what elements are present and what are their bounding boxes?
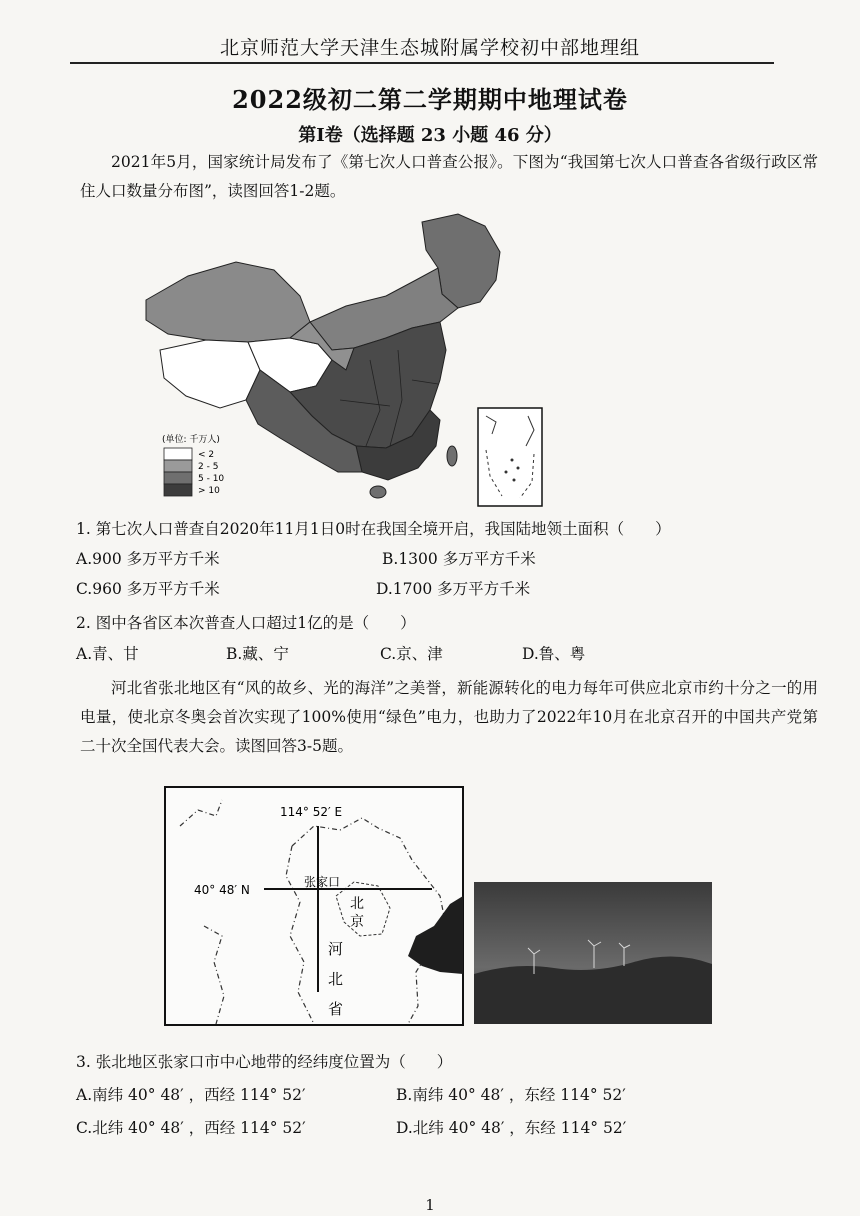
q1-option-a: A.900 多万平方千米 bbox=[76, 550, 220, 568]
section-title: 第Ⅰ卷（选择题 23 小题 46 分） bbox=[298, 125, 562, 146]
q3-stem: 3. 张北地区张家口市中心地带的经纬度位置为（ ） bbox=[76, 1053, 453, 1071]
legend-label: 5 - 10 bbox=[198, 474, 225, 484]
school-name: 北京师范大学天津生态城附属学校初中部地理组 bbox=[219, 37, 640, 59]
beijing-label: 北 bbox=[350, 896, 364, 912]
q2-option-b: B.藏、宁 bbox=[226, 645, 289, 663]
q2-stem: 2. 图中各省区本次普查人口超过1亿的是（ ） bbox=[76, 614, 416, 632]
q1-option-b: B.1300 多万平方千米 bbox=[382, 550, 536, 568]
q2-option-a: A.青、甘 bbox=[76, 645, 139, 663]
intro-paragraph-2: 河北省张北地区有“风的故乡、光的海洋”之美誉，新能源转化的电力每年可供应北京市约十分之一的用电量，使北京冬奥会首次实现了100%使用“绿色”电力，也助力了2022年10月在北京召开的中国共产党第二十次全国代表大会。读图回答3-5题。 bbox=[80, 679, 818, 755]
map-legend bbox=[162, 433, 224, 496]
exam-title: 2022级初二第二学期期中地理试卷 bbox=[232, 85, 628, 114]
page-number: 1 bbox=[425, 1196, 435, 1214]
legend-swatch bbox=[164, 472, 192, 484]
q3-option-b: B.南纬 40° 48′ ，东经 114° 52′ bbox=[396, 1086, 626, 1104]
legend-label: > 10 bbox=[198, 486, 220, 496]
legend-swatch bbox=[164, 460, 192, 472]
beijing-label: 京 bbox=[350, 914, 364, 930]
map-region-taiwan bbox=[447, 446, 457, 466]
legend-label: < 2 bbox=[198, 450, 215, 460]
q3-option-a: A.南纬 40° 48′ ，西经 114° 52′ bbox=[76, 1086, 306, 1104]
map-region-hainan bbox=[370, 486, 386, 498]
zhangjiakou-map bbox=[164, 786, 464, 1026]
header-rule bbox=[70, 62, 774, 64]
longitude-label: 114° 52′ E bbox=[280, 805, 343, 819]
south-china-sea-inset bbox=[478, 408, 542, 506]
map-region-tibet bbox=[160, 340, 260, 408]
latitude-label: 40° 48′ N bbox=[194, 883, 250, 897]
map-region-xinjiang bbox=[146, 262, 310, 342]
q1-option-d: D.1700 多万平方千米 bbox=[376, 580, 531, 598]
intro-paragraph-1: 2021年5月，国家统计局发布了《第七次人口普查公报》。下图为“我国第七次人口普查各省级行政区常住人口数量分布图”，读图回答1-2题。 bbox=[80, 153, 818, 200]
q1-option-c: C.960 多万平方千米 bbox=[76, 580, 220, 598]
q2-option-d: D.鲁、粤 bbox=[522, 645, 586, 663]
q2-option-c: C.京、津 bbox=[380, 645, 443, 663]
province-label: 省 bbox=[328, 1000, 344, 1018]
china-population-map bbox=[140, 210, 550, 512]
city-label: 张家口 bbox=[304, 875, 341, 889]
legend-swatch bbox=[164, 484, 192, 496]
q1-stem: 1. 第七次人口普查自2020年11月1日0时在我国全境开启，我国陆地领土面积（ ） bbox=[76, 520, 671, 538]
q3-option-d: D.北纬 40° 48′ ，东经 114° 52′ bbox=[396, 1119, 627, 1137]
wind-farm-photo bbox=[474, 882, 712, 1024]
province-label: 北 bbox=[328, 970, 344, 988]
province-label: 河 bbox=[328, 940, 344, 958]
q3-option-c: C.北纬 40° 48′ ，西经 114° 52′ bbox=[76, 1119, 306, 1137]
legend-swatch bbox=[164, 448, 192, 460]
legend-label: 2 - 5 bbox=[198, 462, 219, 472]
legend-title: (单位: 千万人) bbox=[162, 435, 220, 445]
